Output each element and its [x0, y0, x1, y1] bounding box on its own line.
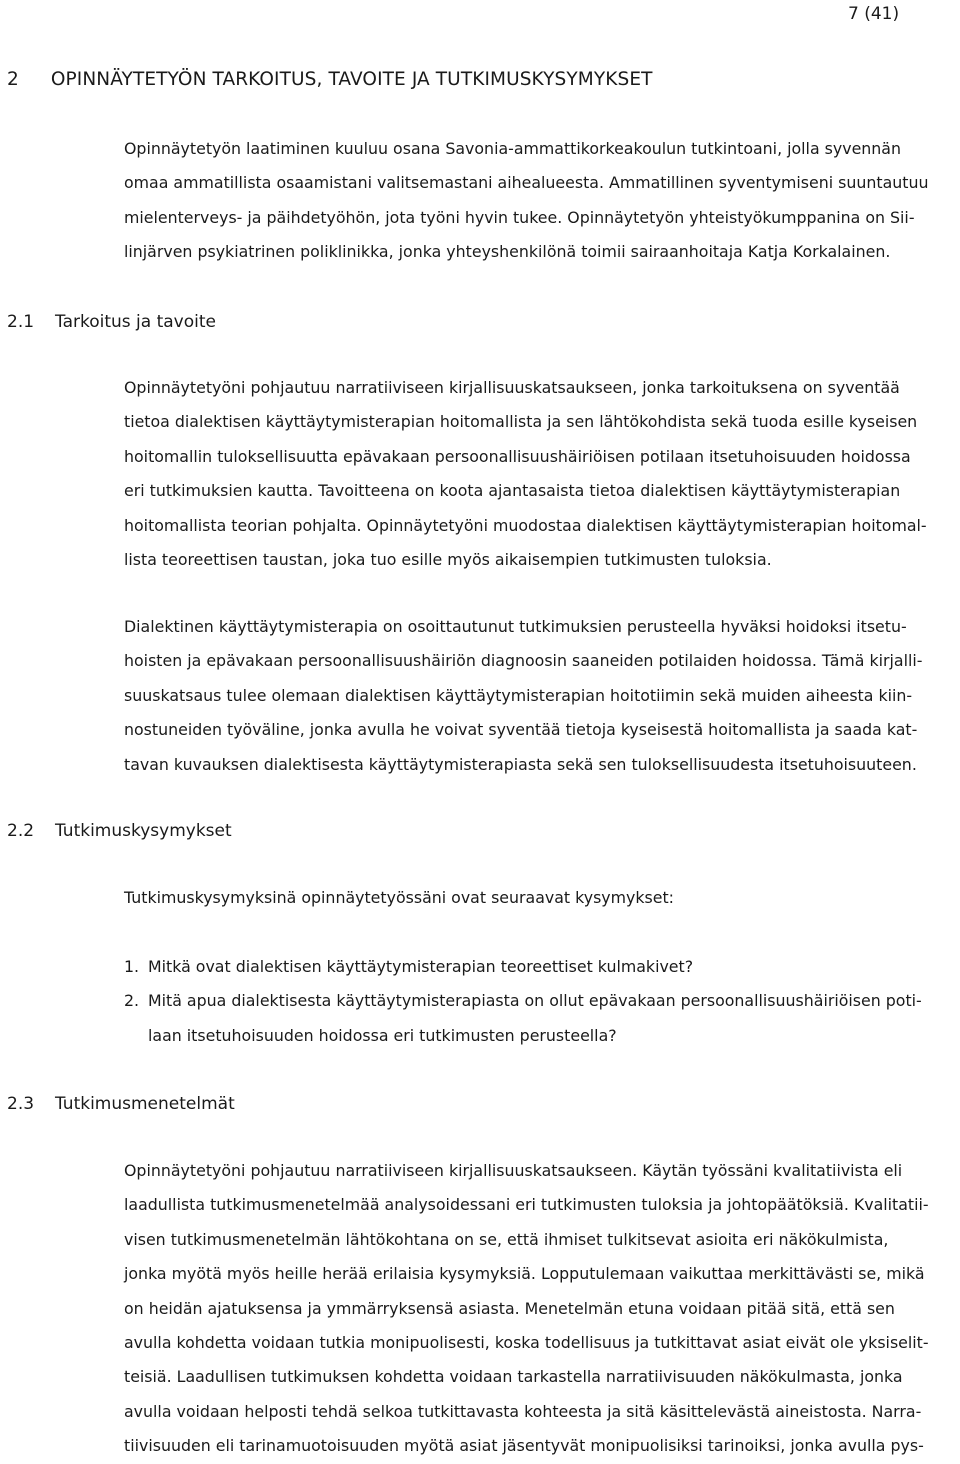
list-item: [124, 950, 952, 984]
section-2-2-intro: [124, 881, 952, 915]
text-line: avulla voidaan helposti tehdä selkoa tutkittavasta kohteesta ja sitä käsittelevästä aineistosta. Narra-: [124, 1401, 922, 1421]
text-line: visen tutkimusmenetelmän lähtökohtana on se, että ihmiset tulkitsevat asioita eri näkökulmista,: [124, 1229, 889, 1249]
text-line: eri tutkimuksien kautta. Tavoitteena on koota ajantasaista tietoa dialektisen käyttäytymisterapian: [124, 481, 901, 501]
text-line: on heidän ajatuksensa ja ymmärryksensä asiasta. Menetelmän etuna voidaan pitää sitä, että sen: [124, 1298, 895, 1318]
page-number: 7 (41): [848, 4, 900, 24]
section-heading-2-1: [7, 309, 216, 335]
text-line: hoitomallin tuloksellisuutta epävakaan persoonallisuushäiriöisen potilaan itsetuhoisuuden hoidossa: [124, 446, 911, 466]
text-line: hoitomallista teorian pohjalta. Opinnäytetyöni muodostaa dialektisen käyttäytymisterapian hoitomal-: [124, 515, 927, 535]
text-line: linjärven psykiatrinen poliklinikka, jonka yhteyshenkilönä toimii sairaanhoitaja Katja Korkalainen.: [124, 242, 891, 262]
section-title: Tutkimusmenetelmät: [55, 1094, 235, 1114]
list-number: 1.: [124, 957, 140, 976]
question-text-continued: laan itsetuhoisuuden hoidossa eri tutkimusten perusteella?: [148, 1025, 617, 1045]
chapter-number: 2: [7, 69, 19, 90]
list-item: [124, 984, 952, 1053]
question-text: Mitkä ovat dialektisen käyttäytymisterapian teoreettiset kulmakivet?: [148, 957, 694, 976]
section-number: 2.1: [7, 312, 35, 332]
text-line: mielenterveys- ja päihdetyöhön, jota työni hyvin tukee. Opinnäytetyön yhteistyökumppanina on Sii-: [124, 207, 915, 227]
text-line: laadullista tutkimusmenetelmää analysoidessani eri tutkimusten tuloksia ja johtopäätöksiä. Kvalitatii-: [124, 1195, 929, 1215]
section-2-1-paragraph-2: [124, 610, 952, 782]
section-heading-2-2: [7, 818, 232, 844]
section-2-3-paragraph-1: [124, 1154, 952, 1464]
text-line: nostuneiden työväline, jonka avulla he voivat syventää tietoja kyseisestä hoitomallista ja saada kat-: [124, 720, 918, 740]
text-line: Tutkimuskysymyksinä opinnäytetyössäni ovat seuraavat kysymykset:: [124, 888, 674, 907]
list-number: 2.: [124, 991, 140, 1011]
text-line: Dialektinen käyttäytymisterapia on osoittautunut tutkimuksien perusteella hyväksi hoidoksi itsetu-: [124, 617, 907, 636]
question-text: Mitä apua dialektisesta käyttäytymisterapiasta on ollut epävakaan persoonallisuushäiriöisen poti-: [148, 991, 922, 1011]
text-line: Opinnäytetyöni pohjautuu narratiiviseen kirjallisuuskatsaukseen, jonka tarkoituksena on syventää: [124, 378, 900, 397]
research-questions-list: [124, 950, 952, 1053]
text-line: Opinnäytetyön laatiminen kuuluu osana Savonia-ammattikorkeakoulun tutkintoani, jolla syvennän: [124, 139, 902, 158]
text-line: suuskatsaus tulee olemaan dialektisen käyttäytymisterapian hoitotiimin sekä muiden aiheesta kiin-: [124, 685, 913, 705]
text-line: lista teoreettisen taustan, joka tuo esille myös aikaisempien tutkimusten tuloksia.: [124, 550, 772, 570]
text-line: hoisten ja epävakaan persoonallisuushäiriön diagnoosin saaneiden potilaiden hoidossa. Tämä kirjalli-: [124, 651, 923, 671]
intro-paragraph: [124, 132, 952, 270]
text-line: jonka myötä myös heille herää erilaisia kysymyksiä. Lopputulemaan vaikuttaa merkittävästi se, mikä: [124, 1264, 925, 1284]
text-line: tavan kuvauksen dialektisesta käyttäytymisterapiasta sekä sen tuloksellisuudesta itsetuhoisuuteen.: [124, 754, 917, 774]
chapter-title: [7, 66, 653, 94]
section-title: Tutkimuskysymykset: [55, 821, 232, 841]
chapter-title-text: OPINNÄYTETYÖN TARKOITUS, TAVOITE JA TUTKIMUSKYSYMYKSET: [50, 69, 653, 90]
text-line: teisiä. Laadullisen tutkimuksen kohdetta voidaan tarkastella narratiivisuuden näkökulmasta, jonka: [124, 1367, 903, 1387]
section-number: 2.2: [7, 821, 35, 841]
text-line: omaa ammatillista osaamistani valitsemastani aihealueesta. Ammatillinen syventymiseni suuntautuu: [124, 173, 929, 193]
text-line: Opinnäytetyöni pohjautuu narratiiviseen kirjallisuuskatsaukseen. Käytän työssäni kvalitatiivista eli: [124, 1161, 903, 1180]
section-heading-2-3: [7, 1091, 235, 1117]
text-line: tietoa dialektisen käyttäytymisterapian hoitomallista ja sen lähtökohdista sekä tuoda esille kyseisen: [124, 412, 918, 432]
section-2-1-paragraph-1: [124, 371, 952, 577]
text-line: tiivisuuden eli tarinamuotoisuuden myötä asiat jäsentyvät monipuolisiksi tarinoiksi, jonka avulla pys-: [124, 1436, 924, 1456]
section-title: Tarkoitus ja tavoite: [55, 312, 216, 332]
section-number: 2.3: [7, 1094, 35, 1114]
text-line: avulla kohdetta voidaan tutkia monipuolisesti, koska todellisuus ja tutkittavat asiat eivät ole yksiselit-: [124, 1333, 929, 1353]
